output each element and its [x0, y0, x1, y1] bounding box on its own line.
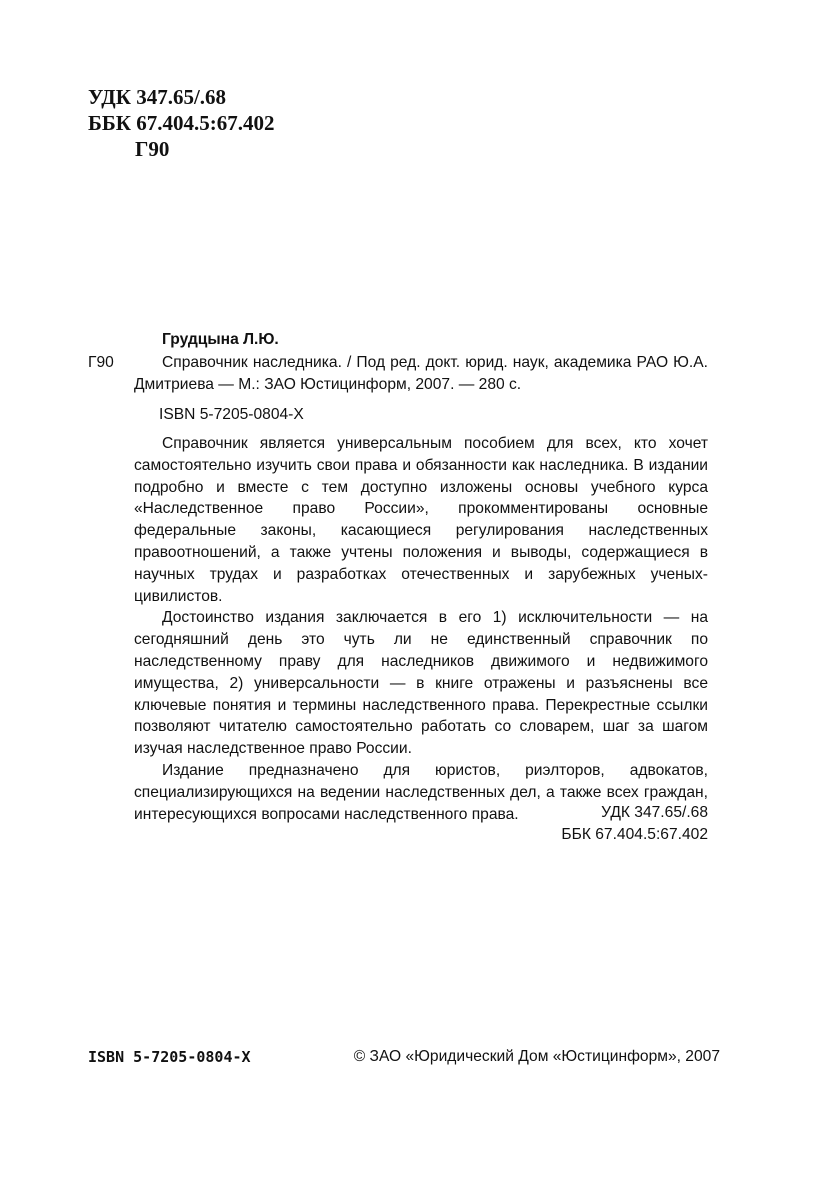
card-author-mark: Г90	[88, 354, 114, 371]
abstract-paragraph: Справочник является универсальным пособием для всех, кто хочет самостоятельно изучить свои права и обязанности как наследника. В издании подробно и вместе с тем доступно изложены основы учебного курса «Наследственное право России», прокомментированы основные федеральные законы, касающиеся регулирования наследственных правоотношений, а также учтены положения и выводы, содержащиеся в научных трудах и разработках отечественных и зарубежных ученых-цивилистов.	[134, 435, 708, 605]
header-udk: УДК 347.65/.68	[88, 85, 227, 109]
footer-isbn: ISBN 5-7205-0804-X	[88, 1048, 251, 1066]
header-classification-codes	[88, 84, 275, 162]
card-isbn: ISBN 5-7205-0804-X	[159, 406, 304, 423]
abstract-paragraph: Достоинство издания заключается в его 1) исключительности — на сегодняшний день это чуть ли не единственный справочник по наследственному праву для наследников движимого и недвижимого имущества, 2) универсальности — в книге отражены и разъяснены все ключевые понятия и термины наследственного права. Перекрестные ссылки позволяют читателю самостоятельно работать со словарем, шаг за шагом изучая наследственное право России.	[134, 609, 708, 758]
classification-codes-right	[561, 802, 708, 846]
codes-bbk: ББК 67.404.5:67.402	[561, 826, 708, 843]
header-bbk: ББК 67.404.5:67.402	[88, 111, 275, 135]
card-author: Грудцына Л.Ю.	[162, 331, 279, 348]
codes-udk: УДК 347.65/.68	[601, 804, 708, 821]
header-author-mark: Г90	[135, 137, 170, 161]
abstract	[134, 433, 708, 825]
abstract-paragraph: Издание предназначено для юристов, риэлторов, адвокатов, специализирующихся на ведении наследственных дел, а также всех граждан, интересующихся вопросами наследственного права.	[134, 761, 708, 823]
footer-copyright: © ЗАО «Юридический Дом «Юстицинформ», 2007	[353, 1048, 720, 1065]
card-description: Справочник наследника. / Под ред. докт. юрид. наук, академика РАО Ю.А. Дмитриева — М.: ЗАО Юстицинформ, 2007. — 280 с.	[134, 354, 708, 393]
